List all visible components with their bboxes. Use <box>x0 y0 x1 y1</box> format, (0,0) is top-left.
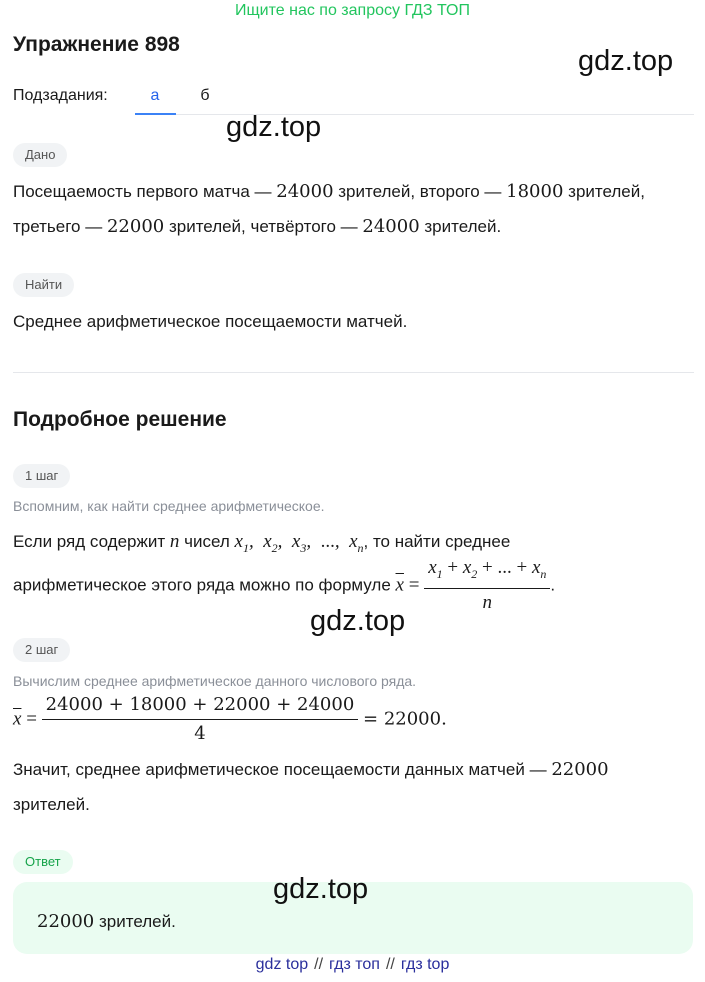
formula-fraction: $\frac{x_1 + x_2 + ... + x_n}{n}$ <box>424 556 550 615</box>
given-text: зрителей. <box>419 217 502 236</box>
math-mean-symbol: $\overline{x}$ = <box>13 708 37 730</box>
given-text: третьего — <box>13 217 107 236</box>
given-badge: Дано <box>13 143 67 167</box>
find-badge: Найти <box>13 273 74 297</box>
answer-badge: Ответ <box>13 850 73 874</box>
given-line-1 <box>13 180 645 204</box>
step-text: арифметическое этого ряда можно по формуле <box>13 575 396 595</box>
subtask-tab-b[interactable]: б <box>200 87 210 104</box>
given-number: 24000 <box>362 216 420 237</box>
watermark: gdz.top <box>226 111 322 143</box>
subtask-tab-a[interactable]: а <box>150 87 160 104</box>
given-text: зрителей, <box>563 182 645 201</box>
fraction-numerator: 24000 + 18000 + 22000 + 24000 <box>42 693 359 720</box>
answer-number: 22000 <box>37 911 95 932</box>
answer-label: зрителей. <box>94 912 176 931</box>
given-text: зрителей, второго — <box>333 182 507 201</box>
step-2-conclusion <box>13 758 609 782</box>
step-text: Если ряд содержит <box>13 532 170 551</box>
watermark: gdz.top <box>273 873 369 905</box>
watermark: gdz.top <box>310 605 406 637</box>
computation-fraction <box>42 693 359 746</box>
step-2-badge: 2 шаг <box>13 638 70 662</box>
footer-links <box>0 956 705 974</box>
footer-link-gdz-top-ru[interactable]: гдз топ <box>329 956 380 973</box>
given-number: 18000 <box>506 181 564 202</box>
step-2-hint: Вычислим среднее арифметическое данного числового ряда. <box>13 673 417 689</box>
conclusion-number: 22000 <box>551 759 609 780</box>
given-number: 22000 <box>106 216 165 237</box>
step-1-hint: Вспомним, как найти среднее арифметическое. <box>13 498 325 514</box>
math-mean-formula: $\overline{x}$ = <box>395 574 420 596</box>
active-tab-underline <box>135 113 176 115</box>
step-2-computation <box>13 693 447 746</box>
subtasks-label: Подзадания: <box>13 87 108 104</box>
section-divider <box>13 372 694 373</box>
given-line-2 <box>13 215 501 239</box>
given-text: зрителей, четвёртого — <box>164 217 363 236</box>
step-1-badge: 1 шаг <box>13 464 70 488</box>
step-2-conclusion-line-2: зрителей. <box>13 795 90 814</box>
math-n: n <box>169 531 180 552</box>
watermark: gdz.top <box>578 45 674 77</box>
footer-link-gdz-top[interactable]: gdz top <box>255 956 309 973</box>
solution-heading: Подробное решение <box>13 408 227 431</box>
step-text: , то найти среднее <box>363 532 511 551</box>
page-title: Упражнение 898 <box>13 33 180 56</box>
step-1-line-2: арифметическое этого ряда можно по формуле $\overline{x}$ = $\frac{x_1 + x_2 + ... + x_n}{n}$ . <box>13 557 556 613</box>
footer-separator: // <box>385 956 395 973</box>
math-sequence: $x_1$, $x_2$, $x_3$, ..., $x_n$ <box>234 531 364 555</box>
given-number: 24000 <box>276 181 334 202</box>
find-text: Среднее арифметическое посещаемости матчей. <box>13 312 408 331</box>
footer-link-gdz-top-mixed[interactable]: гдз top <box>400 956 450 973</box>
footer-separator: // <box>314 956 324 973</box>
fraction-denominator: 4 <box>194 723 206 744</box>
given-text: Посещаемость первого матча — <box>13 182 277 201</box>
computation-result: = 22000. <box>363 708 447 730</box>
step-text: чисел <box>179 532 235 551</box>
answer-text <box>37 910 176 934</box>
search-banner: Ищите нас по запросу ГДЗ ТОП <box>235 2 470 19</box>
step-text: Значит, среднее арифметическое посещаемости данных матчей — <box>13 760 552 779</box>
